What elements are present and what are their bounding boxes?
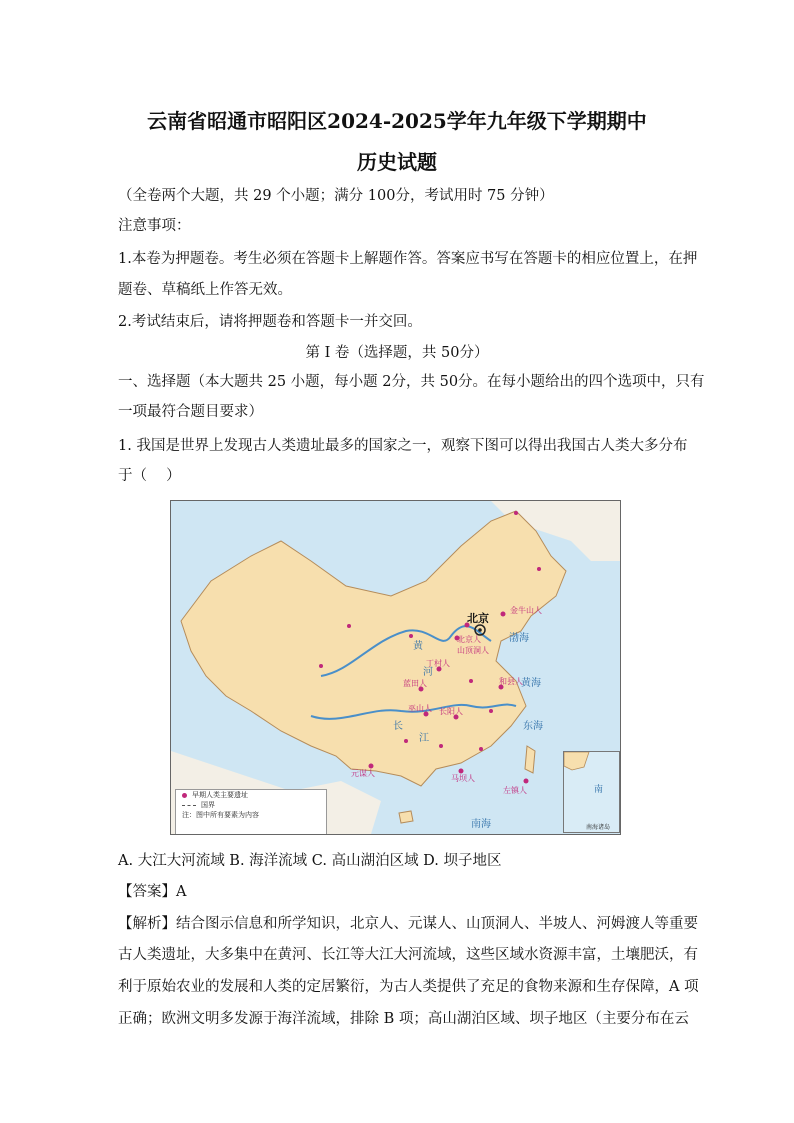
site-dot [469, 679, 473, 683]
site-label-hexian: 和县人 [499, 677, 523, 686]
sea-label-bohai: 渤海 [509, 633, 529, 644]
site-dot [409, 634, 413, 638]
inset-svg [564, 752, 619, 832]
site-dot [489, 709, 493, 713]
legend-row-note [176, 810, 326, 820]
hainan-land [399, 811, 413, 823]
site-label-jinniushan: 金牛山人 [510, 606, 542, 615]
legend-border-label: 国界 [201, 801, 215, 809]
inset-sea-label: 南 [594, 785, 604, 795]
answer-options: A. 大江大河流域 B. 海洋流域 C. 高山湖泊区域 D. 坝子地区 [118, 853, 502, 869]
answer: 【答案】A [118, 884, 187, 900]
site-label-changyang: 长阳人 [439, 707, 463, 716]
site-dot [459, 769, 464, 774]
site-dot [319, 664, 323, 668]
legend-row-border [176, 800, 326, 810]
sea-label-huanghai: 黄海 [521, 678, 541, 689]
china-map-svg [171, 501, 620, 834]
site-label-lantian: 蓝田人 [403, 679, 427, 688]
site-dot [369, 764, 374, 769]
site-label-dingcun: 丁村人 [426, 659, 450, 668]
note-1-line-b: 题卷、草稿纸上作答无效。 [118, 282, 292, 298]
question-1-line-b: 于（ ） [118, 468, 181, 484]
capital-label: 北京 [467, 612, 489, 625]
south-china-sea-inset [563, 751, 620, 833]
site-label-shandingdong: 山顶洞人 [457, 646, 489, 655]
site-dot [501, 612, 506, 617]
site-dot [404, 739, 408, 743]
inset-land [564, 752, 589, 770]
site-label-zuozhen: 左镇人 [503, 786, 527, 795]
sea-label-nanhai: 南海 [471, 819, 491, 830]
part-title: 第 I 卷（选择题，共 50分） [305, 345, 489, 361]
ancient-human-sites-map [170, 500, 621, 835]
legend-note-label: 注：图中所有要素为内容 [182, 811, 259, 819]
analysis-line-4: 正确；欧洲文明多发源于海洋流域，排除 B 项；高山湖泊区域、坝子地区（主要分布在云 [118, 1011, 689, 1027]
exam-info: （全卷两个大题，共 29 个小题；满分 100分，考试用时 75 分钟） [118, 188, 554, 204]
site-label-maba: 马坝人 [451, 774, 475, 783]
sea-label-donghai: 东海 [523, 721, 543, 732]
river-label-jiang: 江 [419, 733, 429, 744]
legend-row-sites [176, 790, 326, 800]
page-title-line2: 历史试题 [357, 150, 437, 174]
legend-sites-label: 早期人类主要遗址 [192, 791, 248, 799]
taiwan-land [525, 746, 535, 773]
inset-title: 南海诸岛 [586, 824, 611, 831]
site-dot [524, 779, 529, 784]
river-label-chang: 长 [393, 721, 403, 732]
map-legend [175, 789, 327, 835]
note-2: 2.考试结束后，请将押题卷和答题卡一并交回。 [118, 314, 422, 330]
question-1-line-a: 1. 我国是世界上发现古人类遗址最多的国家之一，观察下图可以得出我国古人类大多分布 [118, 438, 688, 454]
notes-heading: 注意事项： [118, 218, 191, 234]
site-dot [537, 567, 541, 571]
river-label-he: 河 [423, 667, 433, 678]
site-dot [514, 511, 518, 515]
capital-dot [478, 628, 482, 632]
analysis-line-3: 利于原始农业的发展和人类的定居繁衍，为古人类提供了充足的食物来源和生存保障，A 项 [118, 979, 699, 995]
legend-border-line-icon [182, 805, 196, 806]
site-label-yuanmou: 元谋人 [351, 769, 375, 778]
legend-site-dot-icon [182, 793, 187, 798]
site-dot [347, 624, 351, 628]
section-heading-b: 一项最符合题目要求） [118, 404, 263, 420]
site-dot [479, 747, 483, 751]
site-label-beijing: 北京人 [457, 635, 481, 644]
page-title-line1: 云南省昭通市昭阳区2024-2025学年九年级下学期期中 [147, 109, 647, 133]
site-dot [439, 744, 443, 748]
note-1-line-a: 1.本卷为押题卷。考生必须在答题卡上解题作答。答案应书写在答题卡的相应位置上，在押 [118, 251, 698, 267]
analysis-line-2: 古人类遗址，大多集中在黄河、长江等大江大河流域，这些区域水资源丰富，土壤肥沃，有 [118, 947, 698, 963]
site-label-wushan: 巫山人 [408, 704, 432, 713]
analysis-line-1: 【解析】结合图示信息和所学知识，北京人、元谋人、山顶洞人、半坡人、河姆渡人等重要 [118, 916, 698, 932]
river-label-huang: 黄 [413, 641, 423, 652]
section-heading-a: 一、选择题（本大题共 25 小题，每小题 2分，共 50分。在每小题给出的四个选项中，只有 [118, 374, 705, 390]
